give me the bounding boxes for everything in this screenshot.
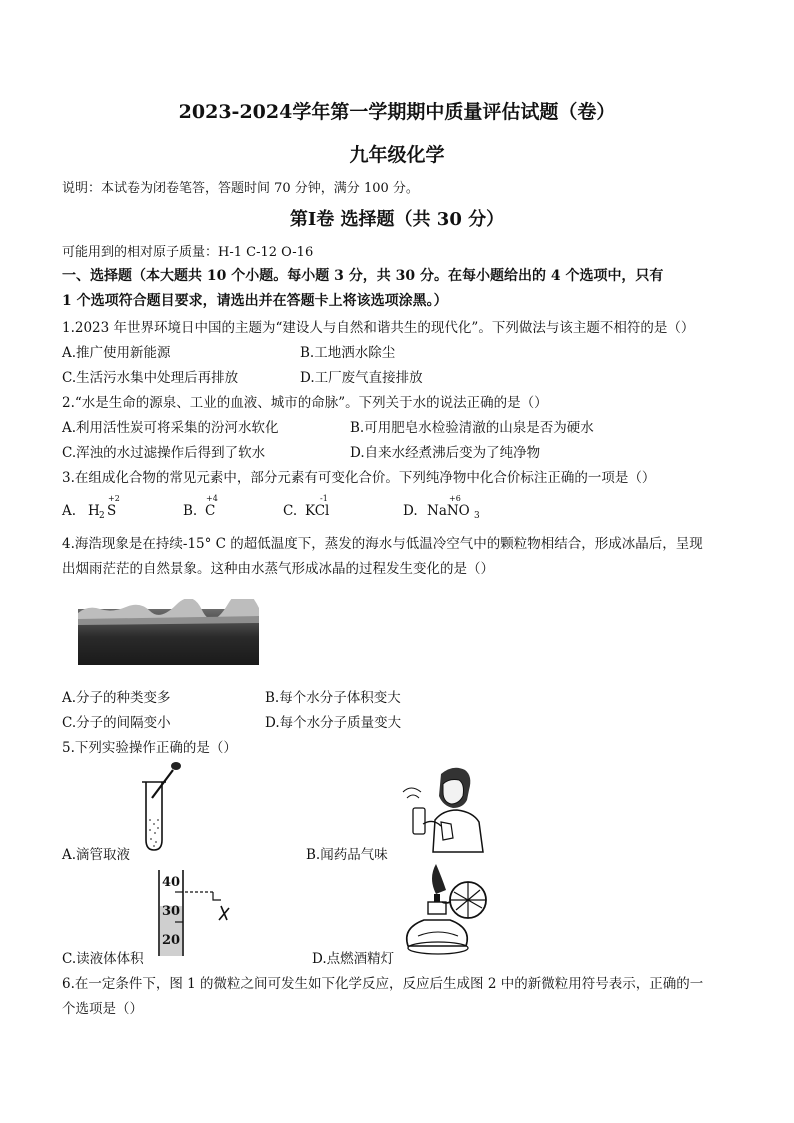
- question-2-option-c: C.浑浊的水过滤操作后得到了软水: [62, 445, 266, 461]
- question-5-option-d: D.点燃酒精灯: [312, 951, 395, 967]
- formula-subscript: 3: [474, 511, 480, 521]
- oxidation-state: +2: [108, 494, 120, 503]
- question-1-option-b: B.工地洒水除尘: [300, 345, 396, 361]
- cylinder-tick-20: 20: [162, 933, 181, 948]
- part-heading-line1: 一、选择题（本大题共 10 个小题。每小题 3 分，共 30 分。在每小题给出的 4 个选项中，只有: [62, 268, 664, 284]
- question-5-option-b: B.闻药品气味: [306, 847, 388, 863]
- option-label: C.: [283, 503, 298, 519]
- question-2-option-d: D.自来水经煮沸后变为了纯净物: [350, 445, 541, 461]
- option-label: D.: [403, 503, 418, 519]
- smelling-chemical-illustration: [393, 762, 493, 854]
- sea-smoke-photo: [78, 599, 259, 665]
- formula-c: C: [205, 503, 216, 519]
- oxidation-state: +6: [449, 494, 461, 503]
- question-1-option-d: D.工厂废气直接排放: [300, 370, 423, 386]
- question-6-stem-line1: 6.在一定条件下，图 1 的微粒之间可发生如下化学反应，反应后生成图 2 中的新微粒用符号表示，正确的一: [62, 976, 704, 992]
- question-4-stem-line2: 出烟雨茫茫的自然景象。这种由水蒸气形成冰晶的过程发生变化的是（）: [62, 561, 494, 577]
- question-4-option-b: B.每个水分子体积变大: [265, 690, 401, 706]
- question-5-stem: 5.下列实验操作正确的是（）: [62, 740, 237, 756]
- oxidation-state: -1: [320, 494, 328, 503]
- question-5-option-a: A.滴管取液: [62, 847, 131, 863]
- formula-nano: NaNO: [427, 503, 470, 519]
- formula-subscript: 2: [99, 511, 105, 521]
- atomic-masses: 可能用到的相对原子质量：H-1 C-12 O-16: [62, 245, 314, 260]
- exam-instructions: 说明：本试卷为闭卷笔答，答题时间 70 分钟，满分 100 分。: [62, 181, 419, 196]
- question-2-option-a: A.利用活性炭可将采集的汾河水软化: [62, 420, 279, 436]
- question-4-option-d: D.每个水分子质量变大: [265, 715, 402, 731]
- question-1-option-c: C.生活污水集中处理后再排放: [62, 370, 239, 386]
- question-4-stem-line1: 4.海浩现象是在持续-15° C 的超低温度下，蒸发的海水与低温冷空气中的颗粒物相结合，形成冰晶后，呈现: [62, 536, 703, 552]
- subject-title: 九年级化学: [349, 144, 445, 166]
- page-title: 2023-2024学年第一学期期中质量评估试题（卷）: [178, 101, 616, 123]
- question-6-stem-line2: 个选项是（）: [62, 1001, 143, 1017]
- question-1-option-a: A.推广使用新能源: [62, 345, 171, 361]
- question-1-stem: 1.2023 年世界环境日中国的主题为“建设人与自然和谐共生的现代化”。下列做法与该主题不相符的是（）: [62, 320, 695, 336]
- dropper-test-tube-illustration: [130, 760, 190, 852]
- question-3-stem: 3.在组成化合物的常见元素中，部分元素有可变化合价。下列纯净物中化合价标注正确的一项是（）: [62, 470, 656, 486]
- part-heading-line2: 1 个选项符合题目要求，请选出并在答题卡上将该选项涂黑。）: [62, 293, 448, 309]
- alcohol-lamp-illustration: [398, 858, 498, 958]
- formula-h: H: [88, 503, 100, 519]
- formula-s: S: [107, 503, 117, 519]
- question-2-option-b: B.可用肥皂水检验清澈的山泉是否为硬水: [350, 420, 594, 436]
- formula-kcl: KCl: [305, 503, 330, 519]
- question-2-stem: 2.“水是生命的源泉、工业的血液、城市的命脉”。下列关于水的说法正确的是（）: [62, 395, 548, 411]
- question-5-option-c: C.读液体体积: [62, 951, 144, 967]
- section-title: 第Ⅰ卷 选择题（共 30 分）: [289, 209, 505, 230]
- question-4-option-a: A.分子的种类变多: [62, 690, 171, 706]
- option-label: A.: [62, 503, 77, 519]
- oxidation-state: +4: [206, 494, 218, 503]
- cylinder-tick-40: 40: [162, 875, 181, 890]
- option-label: B.: [183, 503, 198, 519]
- cylinder-tick-30: 30: [162, 904, 181, 919]
- question-4-option-c: C.分子的间隔变小: [62, 715, 171, 731]
